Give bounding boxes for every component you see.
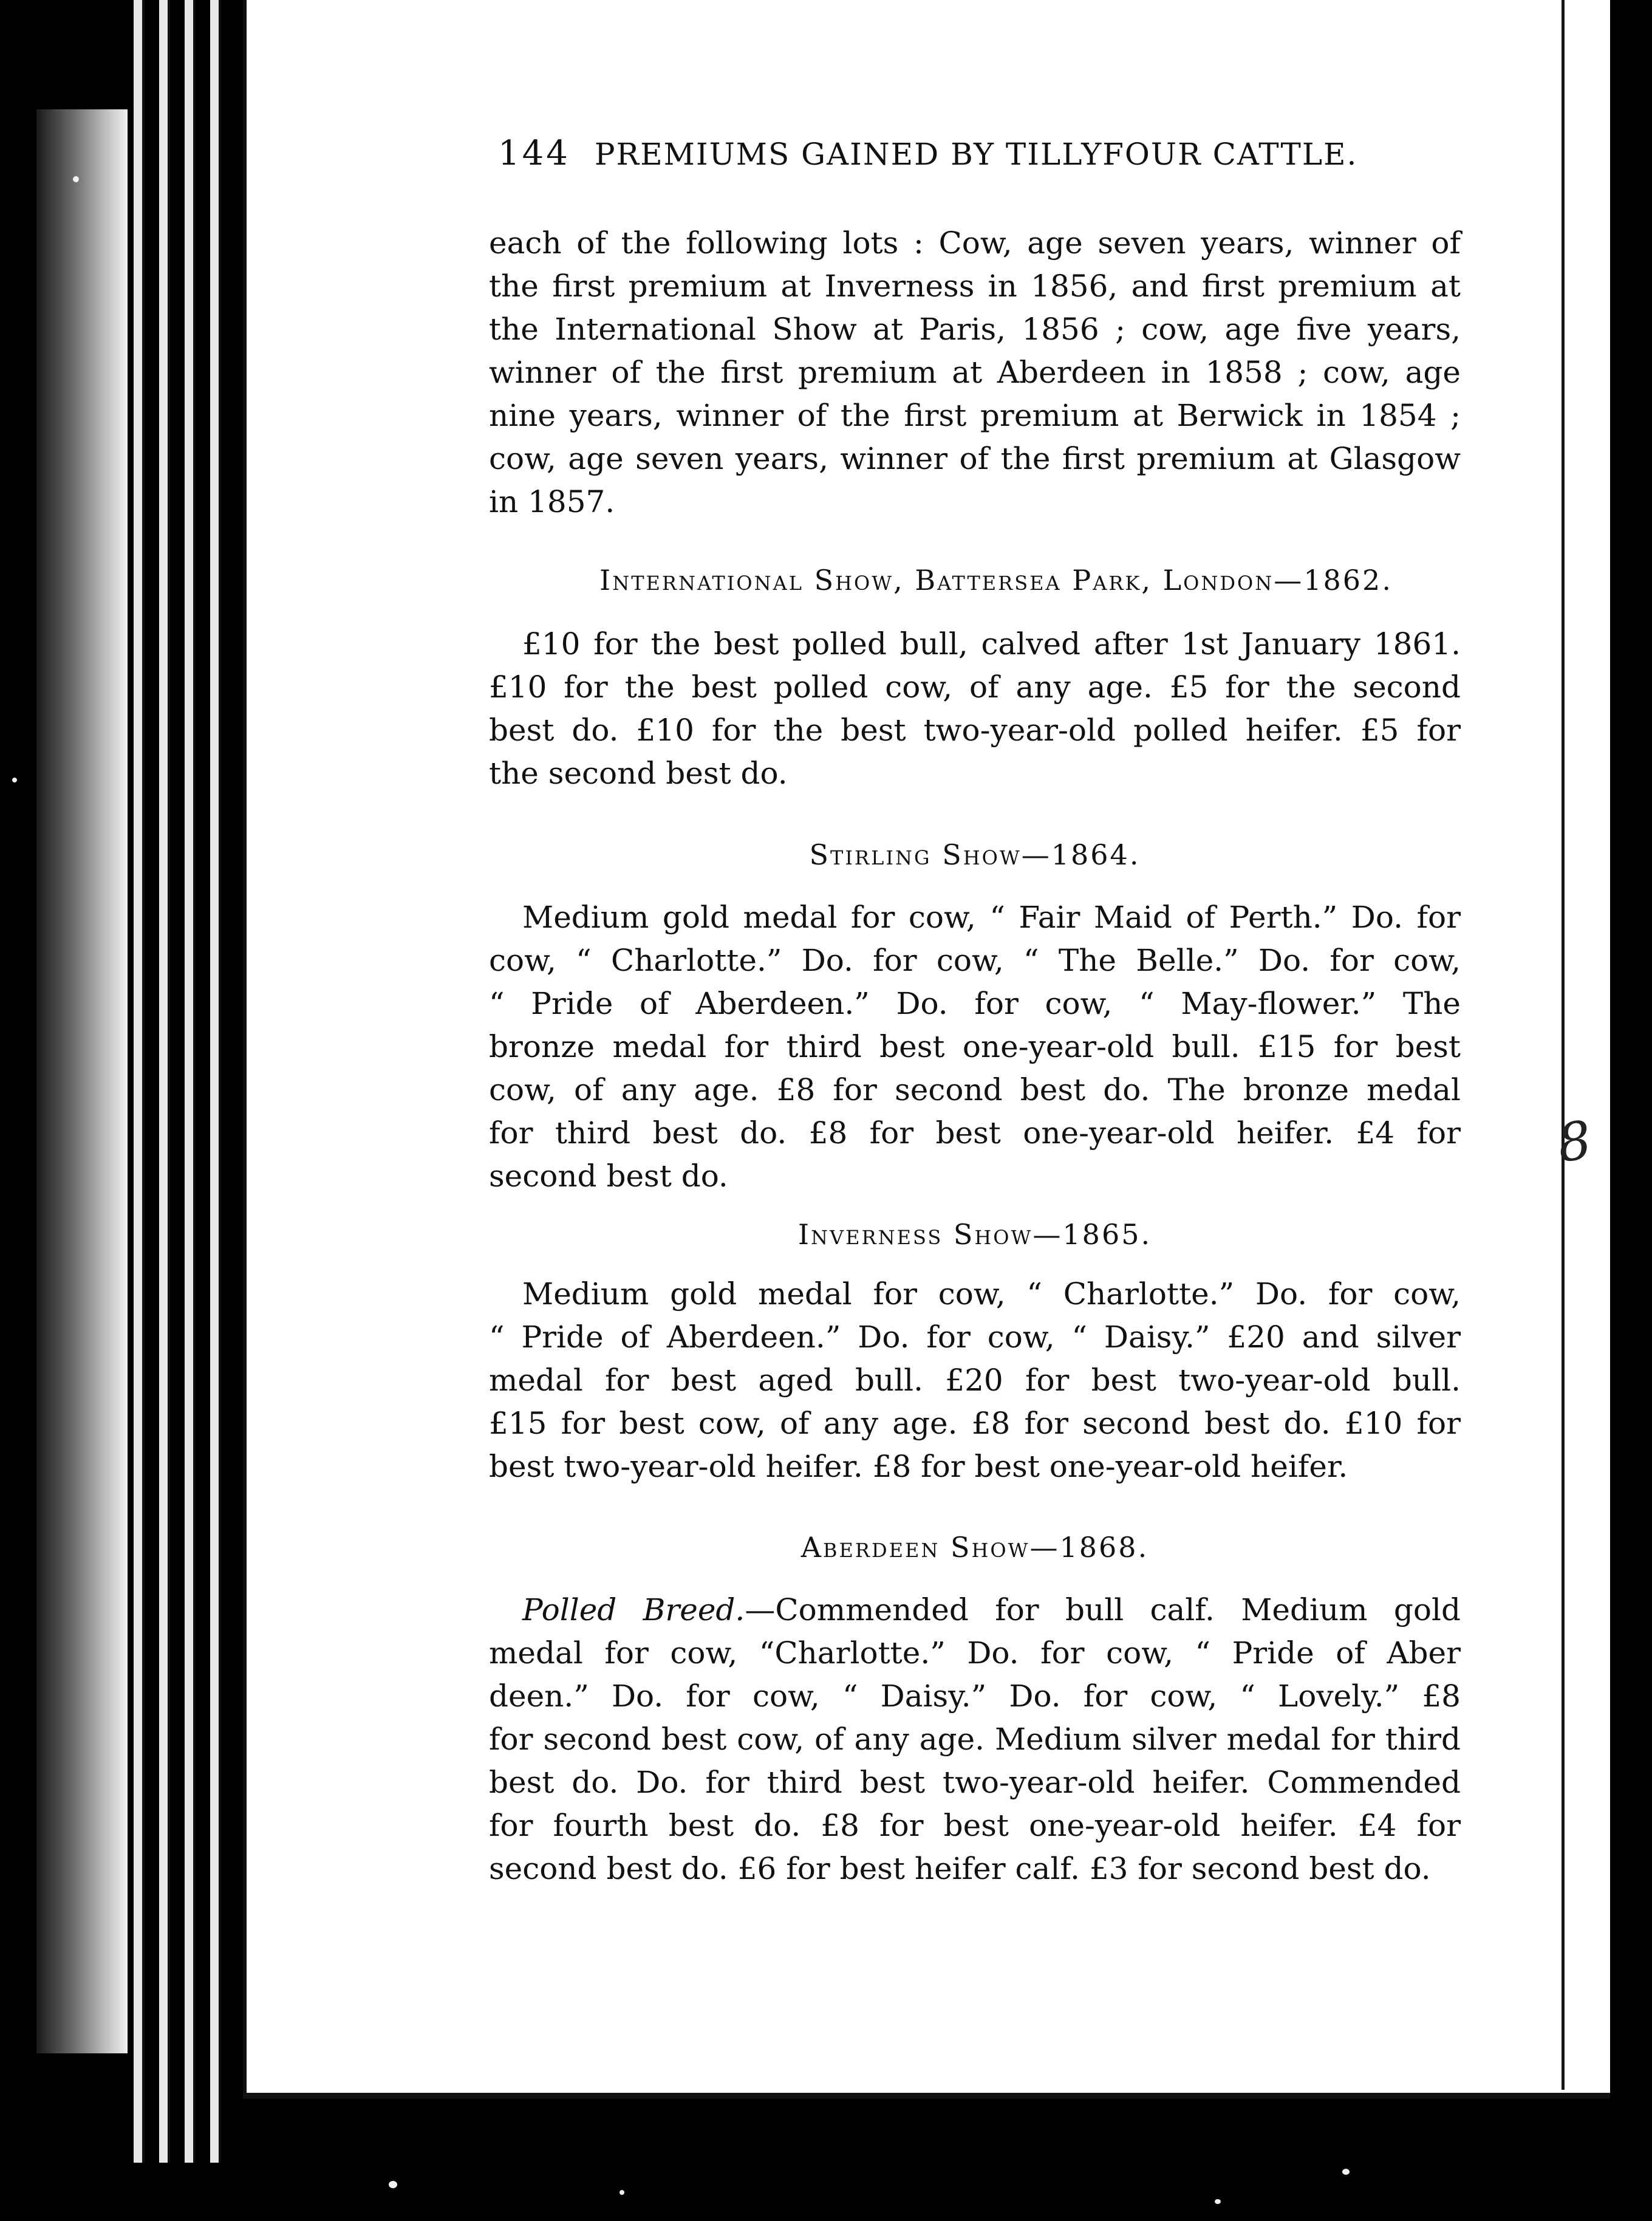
scan-speck: [1215, 2199, 1221, 2204]
text-fragment: —Commended for bull calf. Medium gold: [745, 1592, 1461, 1627]
text-line: deen.” Do. for cow, “ Daisy.” Do. for cow, “ Lovely.” £8: [489, 1679, 1461, 1714]
text-line: second best do.: [489, 1158, 728, 1194]
running-head-title: PREMIUMS GAINED BY TILLYFOUR CATTLE.: [594, 137, 1358, 172]
text-line: the first premium at Inverness in 1856, and first premium at: [489, 269, 1461, 304]
text-line: best do. £10 for the best two-year-old polled heifer. £5 for: [489, 713, 1461, 748]
text-line: each of the following lots : Cow, age seven years, winner of: [489, 225, 1461, 261]
intro-paragraph: [489, 222, 1461, 524]
scan-speck: [73, 176, 79, 182]
text-line: cow, age seven years, winner of the first premium at Glasgow: [489, 441, 1461, 476]
book-fore-edge: [36, 109, 128, 2053]
section-heading: Aberdeen Show—1868.: [800, 1531, 1149, 1564]
text-line: bronze medal for third best one-year-old bull. £15 for best: [489, 1029, 1461, 1064]
text-line: the International Show at Paris, 1856 ; cow, age five years,: [489, 312, 1461, 347]
section-heading: International Show, Battersea Park, London—1862.: [599, 564, 1393, 597]
text-line: Medium gold medal for cow, “ Charlotte.” Do. for cow,: [522, 1276, 1461, 1312]
scan-speck: [389, 2181, 397, 2188]
text-line: £15 for best cow, of any age. £8 for second best do. £10 for: [489, 1406, 1461, 1441]
text-line: medal for best aged bull. £20 for best two-year-old bull.: [489, 1363, 1461, 1398]
section-paragraph: [489, 896, 1461, 1198]
text-line: “ Pride of Aberdeen.” Do. for cow, “ Daisy.” £20 and silver: [489, 1319, 1461, 1355]
text-line: for third best do. £8 for best one-year-old heifer. £4 for: [489, 1115, 1461, 1151]
text-line: [489, 1589, 1461, 1632]
text-line: second best do. £6 for best heifer calf. £3 for second best do.: [489, 1851, 1431, 1886]
text-line: winner of the first premium at Aberdeen in 1858 ; cow, age: [489, 355, 1461, 390]
text-line: for second best cow, of any age. Medium silver medal for third: [489, 1722, 1461, 1757]
text-line: in 1857.: [489, 484, 615, 519]
text-line: £10 for the best polled cow, of any age. £5 for the second: [489, 669, 1461, 705]
text-line: cow, “ Charlotte.” Do. for cow, “ The Belle.” Do. for cow,: [489, 943, 1461, 978]
page-right-edge: [1562, 0, 1610, 2090]
handwritten-margin-mark: 8: [1554, 1109, 1596, 1175]
section-heading: Inverness Show—1865.: [797, 1218, 1152, 1251]
scan-speck: [1342, 2169, 1350, 2175]
text-line: the second best do.: [489, 756, 788, 791]
text-line: medal for cow, “Charlotte.” Do. for cow, “ Pride of Aber: [489, 1635, 1461, 1671]
text-line: nine years, winner of the first premium at Berwick in 1854 ;: [489, 398, 1461, 433]
section-paragraph: [489, 1273, 1461, 1488]
section-paragraph: [489, 1589, 1461, 1891]
text-line: best two-year-old heifer. £8 for best one-year-old heifer.: [489, 1449, 1348, 1484]
page-number: 144: [498, 134, 570, 173]
section-heading: Stirling Show—1864.: [809, 838, 1141, 871]
scan-speck: [12, 778, 17, 782]
page-edge-line: [134, 0, 145, 2163]
italic-lead: Polled Breed.: [522, 1592, 745, 1627]
page-edge-line: [210, 0, 221, 2163]
text-line: Medium gold medal for cow, “ Fair Maid of Perth.” Do. for: [522, 900, 1461, 935]
page-edge-line: [185, 0, 196, 2163]
section-paragraph: [489, 623, 1461, 795]
scan-speck: [620, 2190, 624, 2195]
text-line: £10 for the best polled bull, calved after 1st January 1861.: [522, 626, 1461, 662]
text-line: “ Pride of Aberdeen.” Do. for cow, “ May-flower.” The: [489, 986, 1461, 1021]
text-line: cow, of any age. £8 for second best do. The bronze medal: [489, 1072, 1461, 1107]
text-line: best do. Do. for third best two-year-old heifer. Commended: [489, 1765, 1461, 1800]
running-head: [498, 134, 1385, 173]
page-edge-line: [159, 0, 170, 2163]
text-line: for fourth best do. £8 for best one-year-old heifer. £4 for: [489, 1808, 1461, 1843]
